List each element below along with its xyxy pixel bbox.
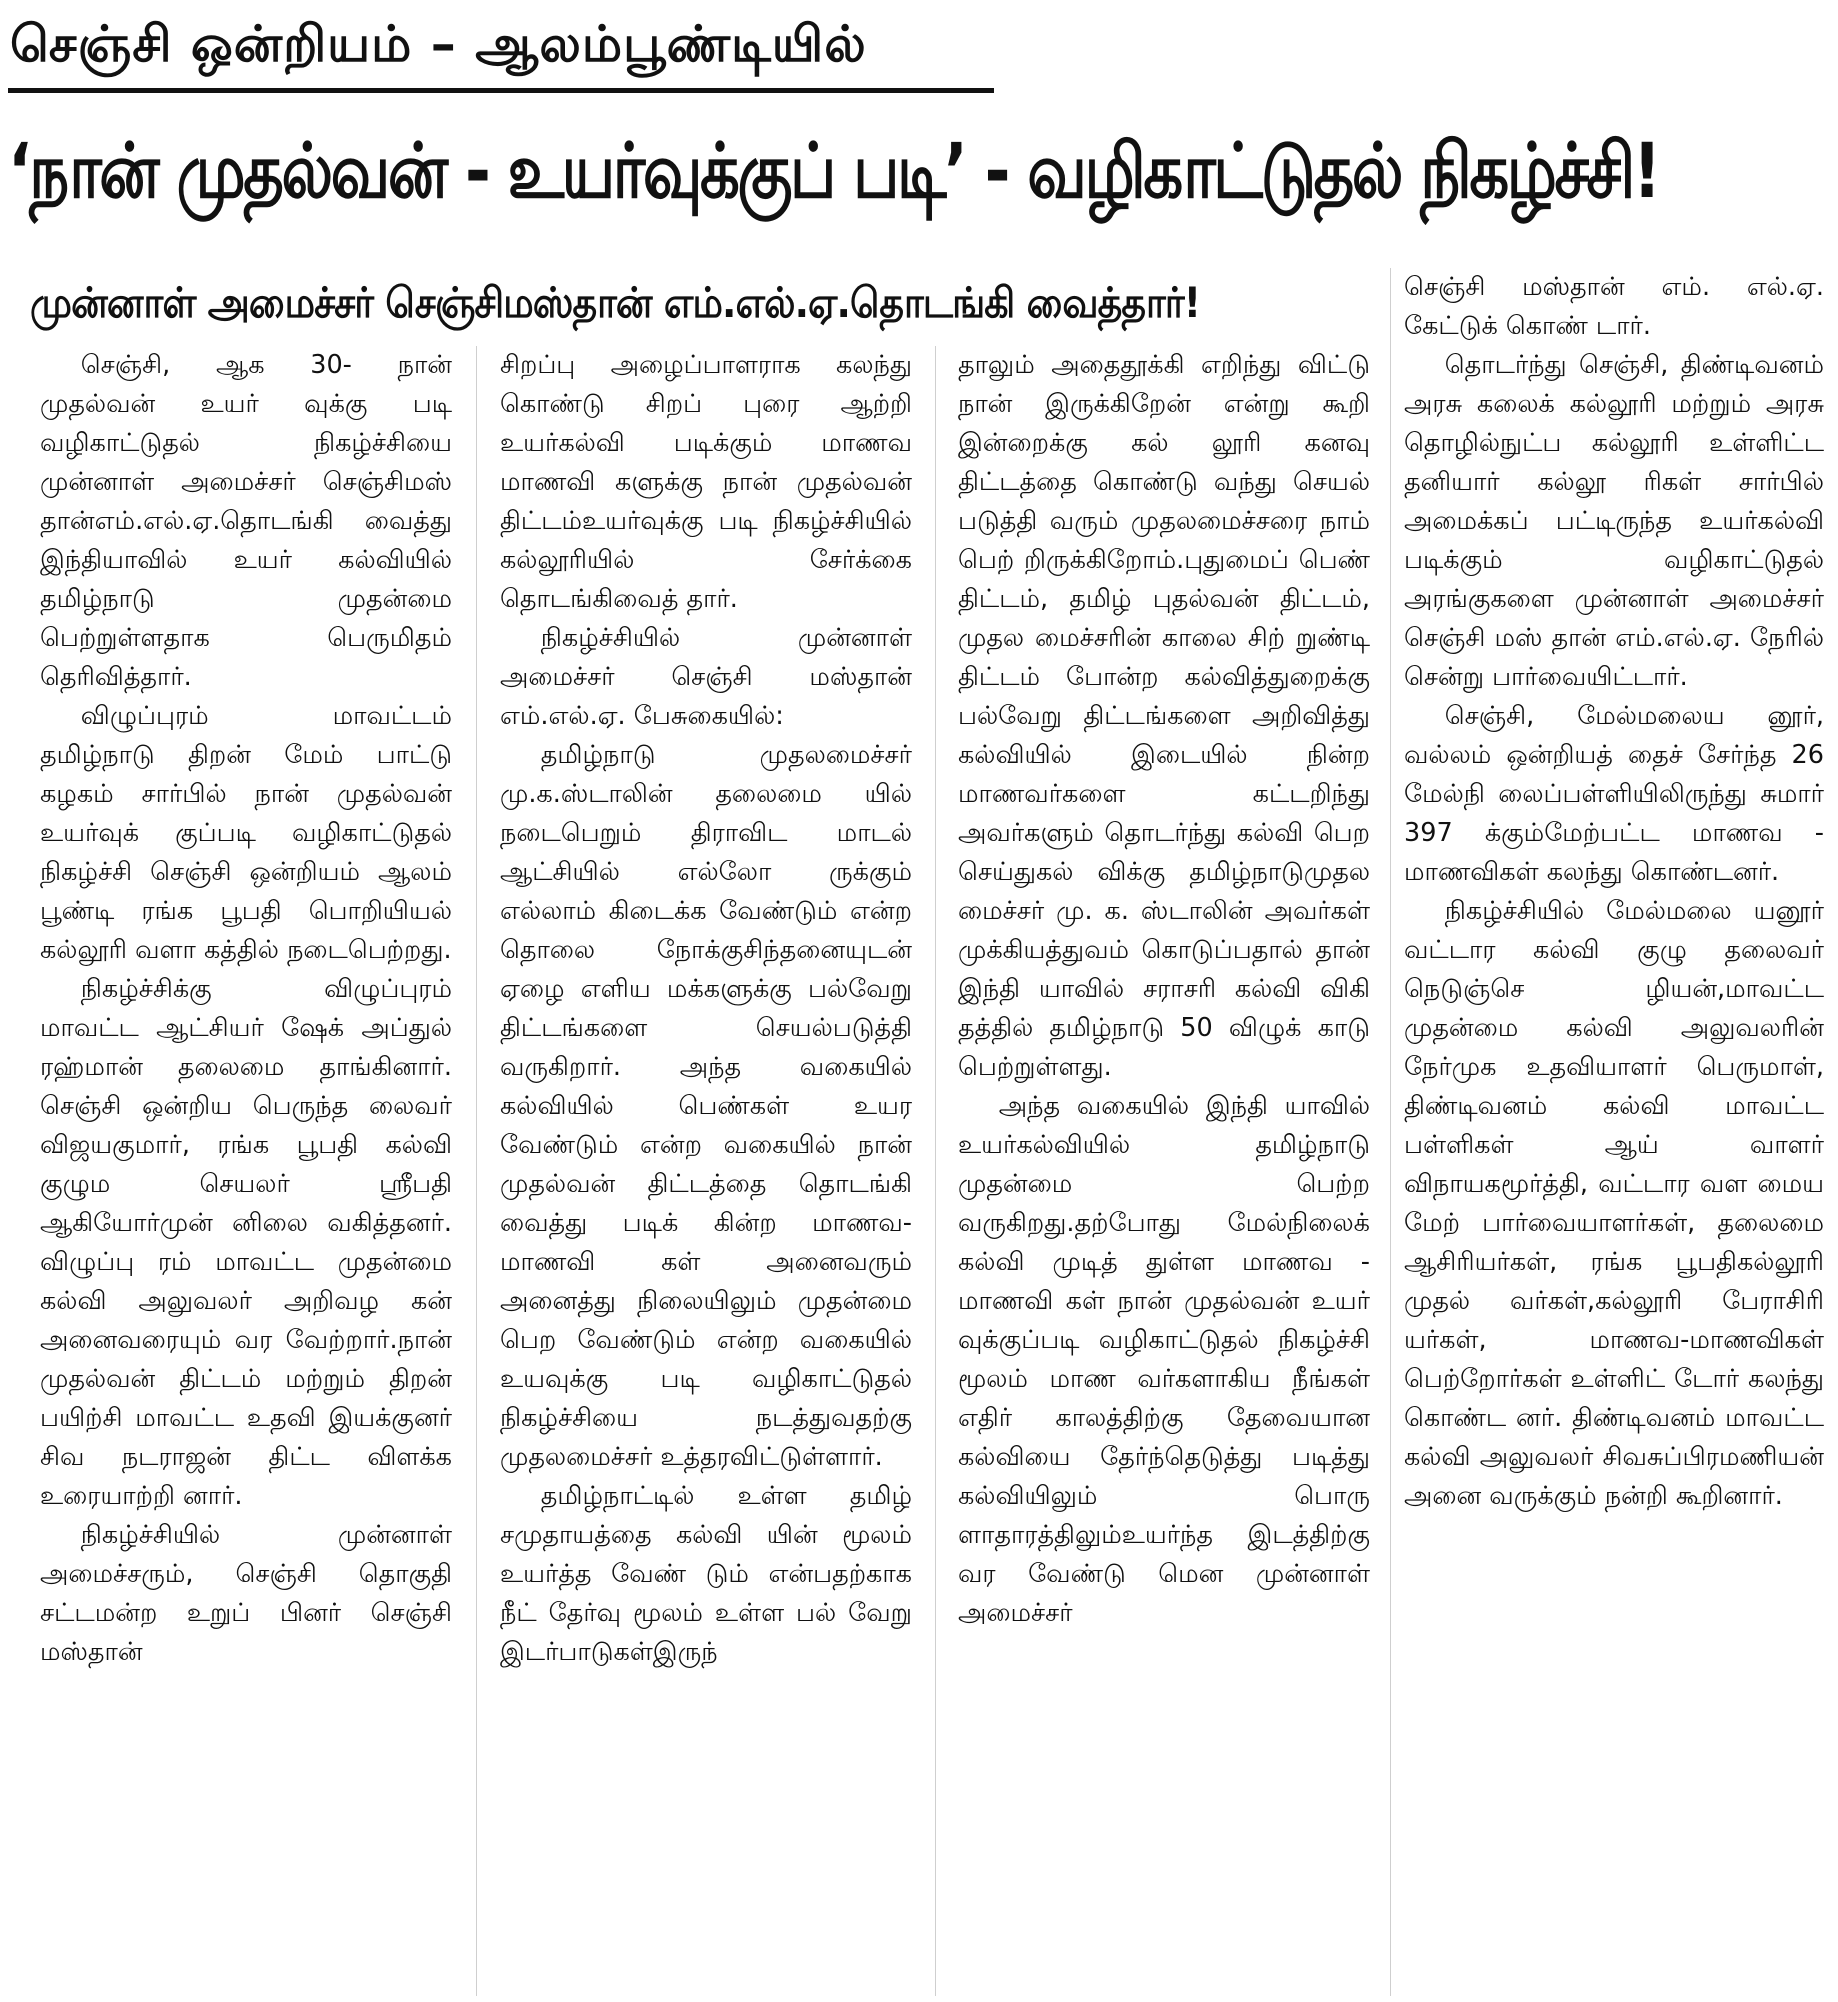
paragraph: செஞ்சி மஸ்தான் எம். எல்.ஏ. கேட்டுக் கொண் டார். xyxy=(1404,272,1824,341)
paragraph: அந்த வகையில் இந்தி யாவில் உயர்கல்வியில் தமிழ்நாடு முதன்மை பெற்ற வருகிறது.தற்போது மேல்நிலைக் கல்வி முடித் துள்ள மாணவ - மாணவி கள் நான் முதல்வன் உயர் வுக்குப்படி வழிகாட்டுதல் நிகழ்ச்சி மூலம் மாண வர்களாகிய நீங்கள் எதிர் காலத்திற்கு தேவையான கல்வியை தேர்ந்தெடுத்து படித்து கல்வியிலும் பொரு ளாதாரத்திலும்உயர்ந்த இடத்திற்கு வர வேண்டு மென முன்னாள் அமைச்சர் xyxy=(958,1091,1370,1628)
kicker-heading: செஞ்சி ஒன்றியம் – ஆலம்பூண்டியில் xyxy=(10,15,867,73)
paragraph: நிகழ்ச்சியில் முன்னாள் அமைச்சர் செஞ்சி மஸ்தான் எம்.எல்.ஏ. பேசுகையில்: xyxy=(500,623,912,731)
article-column-3 xyxy=(958,346,1370,1998)
column-divider xyxy=(1390,268,1391,1996)
paragraph: தமிழ்நாடு முதலமைச்சர் மு.க.ஸ்டாலின் தலைமை யில் நடைபெறும் திராவிட மாடல் ஆட்சியில் எல்லோ ருக்கும் எல்லாம் கிடைக்க வேண்டும் என்ற தொலை நோக்குசிந்தனையுடன் ஏழை எளிய மக்களுக்கு பல்வேறு திட்டங்களை செயல்படுத்தி வருகிறார். அந்த வகையில் கல்வியில் பெண்கள் உயர வேண்டும் என்ற வகையில் நான் முதல்வன் திட்டத்தை தொடங்கி வைத்து படிக் கின்ற மாணவ-மாணவி கள் அனைவரும் அனைத்து நிலையிலும் முதன்மை பெற வேண்டும் என்ற வகையில் உயவுக்கு படி வழிகாட்டுதல் நிகழ்ச்சியை நடத்துவதற்கு முதலமைச்சர் உத்தரவிட்டுள்ளார். xyxy=(500,740,912,1472)
column-divider xyxy=(476,346,477,1996)
paragraph: தமிழ்நாட்டில் உள்ள தமிழ் சமுதாயத்தை கல்வி யின் மூலம் உயர்த்த வேண் டும் என்பதற்காக நீட் தேர்வு மூலம் உள்ள பல் வேறு இடர்பாடுகள்இருந் xyxy=(500,1481,912,1667)
paragraph: தாலும் அதைதூக்கி எறிந்து விட்டு நான் இருக்கிறேன் என்று கூறி இன்றைக்கு கல் லூரி கனவு திட்டத்தை கொண்டு வந்து செயல் படுத்தி வரும் முதலமைச்சரை நாம் பெற் றிருக்கிறோம்.புதுமைப் பெண் திட்டம், தமிழ் புதல்வன் திட்டம், முதல மைச்சரின் காலை சிற் றுண்டி திட்டம் போன்ற கல்வித்துறைக்கு பல்வேறு திட்டங்களை அறிவித்து கல்வியில் இடையில் நின்ற மாணவர்களை கட்டறிந்து அவர்களும் தொடர்ந்து கல்வி பெற செய்துகல் விக்கு தமிழ்நாடுமுதல மைச்சர் மு. க. ஸ்டாலின் அவர்கள் முக்கியத்துவம் கொடுப்பதால் தான் இந்தி யாவில் சராசரி கல்வி விகி தத்தில் தமிழ்நாடு 50 விழுக் காடு பெற்றுள்ளது. xyxy=(958,350,1370,1082)
article-column-2 xyxy=(500,346,912,1998)
paragraph: செஞ்சி, ஆக 30- நான் முதல்வன் உயர் வுக்கு படி வழிகாட்டுதல் நிகழ்ச்சியை முன்னாள் அமைச்சர் செஞ்சிமஸ் தான்எம்.எல்.ஏ.தொடங்கி வைத்து இந்தியாவில் உயர் கல்வியில் தமிழ்நாடு முதன்மை பெற்றுள்ளதாக பெருமிதம் தெரிவித்தார். xyxy=(40,350,452,692)
paragraph: சிறப்பு அழைப்பாளராக கலந்து கொண்டு சிறப் புரை ஆற்றி உயர்கல்வி படிக்கும் மாணவ மாணவி களுக்கு நான் முதல்வன் திட்டம்உயர்வுக்கு படி நிகழ்ச்சியில் கல்லூரியில் சேர்க்கை தொடங்கிவைத் தார். xyxy=(500,350,912,614)
subheadline: முன்னாள் அமைச்சர் செஞ்சிமஸ்தான் எம்.எல்.ஏ.தொடங்கி வைத்தார்! xyxy=(30,278,1201,327)
kicker-underline xyxy=(8,88,994,93)
article-column-1 xyxy=(40,346,452,1998)
article-column-4 xyxy=(1404,268,1824,1998)
headline: ‘நான் முதல்வன் - உயர்வுக்குப் படி’ - வழிகாட்டுதல் நிகழ்ச்சி! xyxy=(8,126,1659,215)
paragraph: தொடர்ந்து செஞ்சி, திண்டிவனம் அரசு கலைக் கல்லூரி மற்றும் அரசு தொழில்நுட்ப கல்லூரி உள்ளிட்ட தனியார் கல்லூ ரிகள் சார்பில் அமைக்கப் பட்டிருந்த உயர்கல்வி படிக்கும் வழிகாட்டுதல் அரங்குகளை முன்னாள் அமைச்சர் செஞ்சி மஸ் தான் எம்.எல்.ஏ. நேரில் சென்று பார்வையிட்டார். xyxy=(1404,350,1824,692)
paragraph: செஞ்சி, மேல்மலைய னூர், வல்லம் ஒன்றியத் தைச் சேர்ந்த 26 மேல்நி லைப்பள்ளியிலிருந்து சுமார் 397 க்கும்மேற்பட்ட மாணவ - மாணவிகள் கலந்து கொண்டனர். xyxy=(1404,701,1824,887)
column-divider xyxy=(935,346,936,1996)
paragraph: விழுப்புரம் மாவட்டம் தமிழ்நாடு திறன் மேம் பாட்டு கழகம் சார்பில் நான் முதல்வன் உயர்வுக் குப்படி வழிகாட்டுதல் நிகழ்ச்சி செஞ்சி ஒன்றியம் ஆலம் பூண்டி ரங்க பூபதி பொறியியல் கல்லூரி வளா கத்தில் நடைபெற்றது. xyxy=(40,701,452,965)
paragraph: நிகழ்ச்சியில் மேல்மலை யனூர் வட்டார கல்வி குழு தலைவர் நெடுஞ்செ ழியன்,மாவட்ட முதன்மை கல்வி அலுவலரின் நேர்முக உதவியாளர் பெருமாள், திண்டிவனம் கல்வி மாவட்ட பள்ளிகள் ஆய் வாளர் விநாயகமூர்த்தி, வட்டார வள மைய மேற் பார்வையாளர்கள், தலைமை ஆசிரியர்கள், ரங்க பூபதிகல்லூரி முதல் வர்கள்,கல்லூரி பேராசிரி யர்கள், மாணவ-மாணவிகள் பெற்றோர்கள் உள்ளிட் டோர் கலந்து கொண்ட னர். திண்டிவனம் மாவட்ட கல்வி அலுவலர் சிவசுப்பிரமணியன் அனை வருக்கும் நன்றி கூறினார். xyxy=(1404,896,1824,1511)
paragraph: நிகழ்ச்சிக்கு விழுப்புரம் மாவட்ட ஆட்சியர் ஷேக் அப்துல் ரஹ்மான் தலைமை தாங்கினார். செஞ்சி ஒன்றிய பெருந்த லைவர் விஜயகுமார், ரங்க பூபதி கல்வி குழும செயலர் ஸ்ரீபதி ஆகியோர்முன் னிலை வகித்தனர். விழுப்பு ரம் மாவட்ட முதன்மை கல்வி அலுவலர் அறிவழ கன் அனைவரையும் வர வேற்றார்.நான் முதல்வன் திட்டம் மற்றும் திறன் பயிற்சி மாவட்ட உதவி இயக்குனர் சிவ நடராஜன் திட்ட விளக்க உரையாற்றி னார். xyxy=(40,974,452,1511)
paragraph: நிகழ்ச்சியில் முன்னாள் அமைச்சரும், செஞ்சி தொகுதி சட்டமன்ற உறுப் பினர் செஞ்சி மஸ்தான் xyxy=(40,1520,452,1667)
